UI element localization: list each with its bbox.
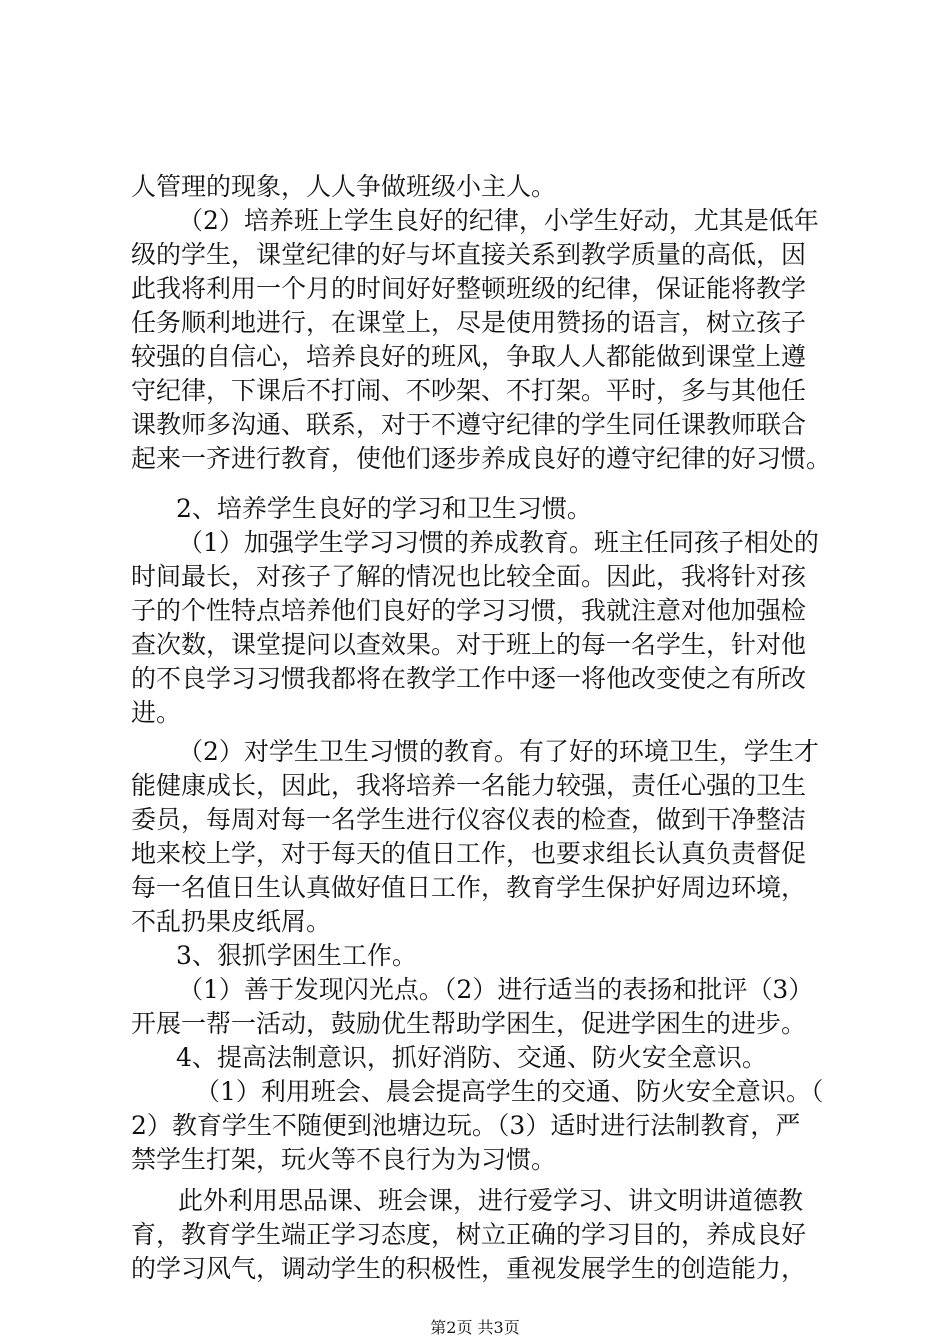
text-line: 守纪律，下课后不打闹、不吵架、不打架。平时，多与其他任	[131, 376, 807, 405]
text-line: （1）利用班会、晨会提高学生的交通、防火安全意识。（	[195, 1077, 824, 1106]
text-line: 地来校上学，对于每天的值日工作，也要求组长认真负责督促	[131, 839, 807, 868]
text-line: 开展一帮一活动，鼓励优生帮助学困生，促进学困生的进步。	[131, 1009, 807, 1038]
text-line: 较强的自信心，培养良好的班风，争取人人都能做到课堂上遵	[131, 342, 807, 371]
text-line: 每一名值日生认真做好值日工作，教育学生保护好周边环境，	[131, 873, 807, 902]
text-line: 任务顺利地进行，在课堂上，尽是使用赞扬的语言，树立孩子	[131, 308, 807, 337]
section-heading: 4、提高法制意识，抓好消防、交通、防火安全意识。	[176, 1043, 767, 1072]
page-number: 第2页 共3页	[430, 1318, 520, 1337]
text-line: 的不良学习习惯我都将在教学工作中逐一将他改变使之有所改	[131, 664, 807, 693]
text-line: 能健康成长，因此，我将培养一名能力较强，责任心强的卫生	[131, 771, 807, 800]
text-line: 时间最长，对孩子了解的情况也比较全面。因此，我将针对孩	[131, 562, 807, 591]
text-line: 禁学生打架，玩火等不良行为为习惯。	[131, 1145, 557, 1174]
text-line: 2）教育学生不随便到池塘边玩。（3）适时进行法制教育，严	[131, 1111, 801, 1140]
section-heading: 2、培养学生良好的学习和卫生习惯。	[176, 494, 592, 523]
text-line: 进。	[131, 698, 182, 727]
text-line: （1）加强学生学习习惯的养成教育。班主任同孩子相处的	[178, 528, 819, 557]
text-line: 此外利用思品课、班会课，进行爱学习、讲文明讲道德教	[178, 1186, 804, 1215]
text-line: 育，教育学生端正学习态度，树立正确的学习目的，养成良好	[131, 1220, 807, 1249]
text-line: 起来一齐进行教育，使他们逐步养成良好的遵守纪律的好习惯。	[131, 444, 832, 473]
text-line: 级的学生，课堂纪律的好与坏直接关系到教学质量的高低，因	[131, 240, 807, 269]
text-line: （2）培养班上学生良好的纪律，小学生好动，尤其是低年	[178, 206, 819, 235]
text-line: 课教师多沟通、联系，对于不遵守纪律的学生同任课教师联合	[131, 410, 807, 439]
text-line: （1）善于发现闪光点。（2）进行适当的表扬和批评（3）	[178, 975, 814, 1004]
text-line: 此我将利用一个月的时间好好整顿班级的纪律，保证能将教学	[131, 274, 807, 303]
text-line: 的学习风气，调动学生的积极性，重视发展学生的创造能力，	[131, 1254, 807, 1283]
text-line: 查次数，课堂提问以查效果。对于班上的每一名学生，针对他	[131, 630, 807, 659]
text-line: 不乱扔果皮纸屑。	[131, 907, 332, 936]
text-line: 委员，每周对每一名学生进行仪容仪表的检查，做到干净整洁	[131, 805, 807, 834]
page-footer	[0, 1318, 950, 1338]
section-heading: 3、狠抓学困生工作。	[176, 941, 417, 970]
text-line: 人管理的现象，人人争做班级小主人。	[131, 172, 557, 201]
text-line: 子的个性特点培养他们良好的学习习惯，我就注意对他加强检	[131, 596, 807, 625]
text-line: （2）对学生卫生习惯的教育。有了好的环境卫生，学生才	[178, 737, 819, 766]
